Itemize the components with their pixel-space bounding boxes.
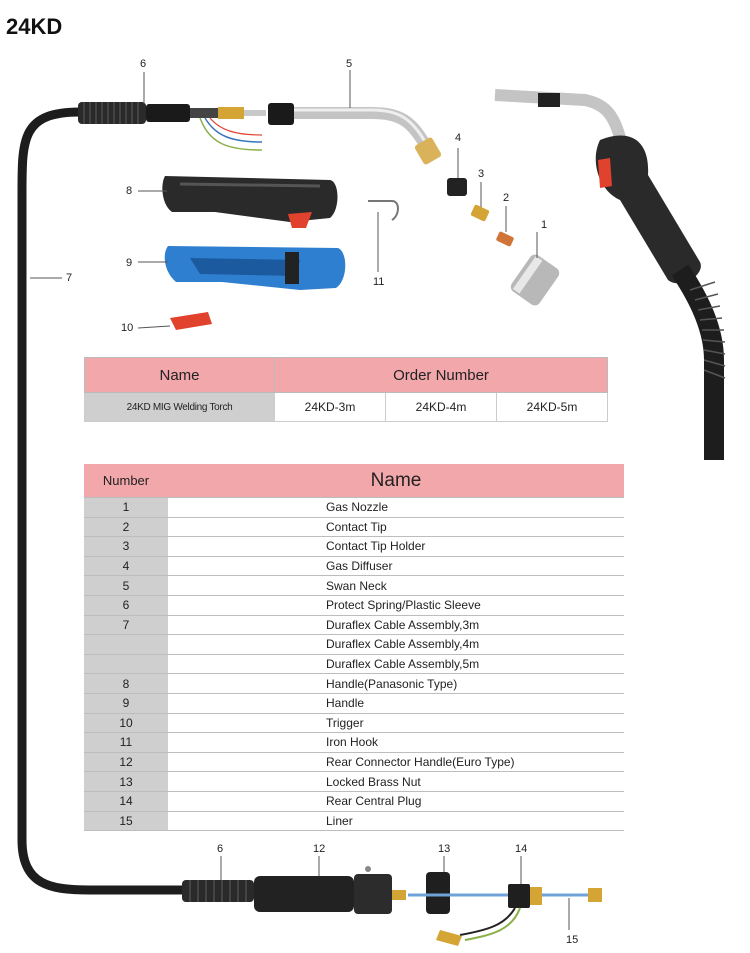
table-row <box>84 752 624 772</box>
callout-8: 8 <box>126 185 133 197</box>
order-model-name: 24KD MIG Welding Torch <box>85 393 275 422</box>
part-number: 9 <box>84 693 168 713</box>
part-name: Gas Nozzle <box>168 498 624 518</box>
callout-14: 14 <box>515 843 528 855</box>
table-row <box>84 693 624 713</box>
gas-diffuser-image <box>447 178 467 196</box>
handle-blue-image <box>165 246 346 290</box>
table-row <box>84 498 624 518</box>
trigger-image <box>170 312 212 330</box>
table-row <box>84 791 624 811</box>
part-number: 2 <box>84 517 168 537</box>
part-name: Handle(Panasonic Type) <box>168 674 624 694</box>
iron-hook-image <box>368 201 398 220</box>
table-row <box>84 595 624 615</box>
part-number: 12 <box>84 752 168 772</box>
table-row <box>84 811 624 831</box>
callout-4: 4 <box>455 132 462 144</box>
part-name: Swan Neck <box>168 576 624 596</box>
part-name: Gas Diffuser <box>168 556 624 576</box>
parts-header-number: Number <box>84 464 168 498</box>
part-number: 1 <box>84 498 168 518</box>
table-row <box>84 654 624 674</box>
order-table-header <box>85 358 608 393</box>
page-title: 24KD <box>6 14 63 39</box>
part-name: Duraflex Cable Assembly,5m <box>168 654 624 674</box>
callout-15: 15 <box>566 934 579 946</box>
part-number: 13 <box>84 772 168 792</box>
swan-neck-image <box>268 103 442 166</box>
part-number: 15 <box>84 811 168 831</box>
rear-connector-handle-image <box>254 866 406 914</box>
table-row <box>84 537 624 557</box>
part-name: Duraflex Cable Assembly,4m <box>168 635 624 655</box>
part-number: 4 <box>84 556 168 576</box>
callout-10: 10 <box>121 322 134 334</box>
part-name: Rear Connector Handle(Euro Type) <box>168 752 624 772</box>
part-number: 8 <box>84 674 168 694</box>
part-number: 5 <box>84 576 168 596</box>
order-table <box>84 357 608 422</box>
parts-header-name: Name <box>168 464 624 498</box>
callout-6-rear: 6 <box>217 843 224 855</box>
table-row <box>84 635 624 655</box>
callout-3: 3 <box>478 168 485 180</box>
order-table-row <box>85 393 608 422</box>
handle-black-image <box>162 176 337 228</box>
part-name: Handle <box>168 693 624 713</box>
table-row <box>84 733 624 753</box>
callout-9: 9 <box>126 257 133 269</box>
part-number: 7 <box>84 615 168 635</box>
part-number: 3 <box>84 537 168 557</box>
locked-brass-nut-image <box>426 872 450 914</box>
part-name: Rear Central Plug <box>168 791 624 811</box>
table-row <box>84 576 624 596</box>
parts-table <box>84 464 624 831</box>
part-name: Trigger <box>168 713 624 733</box>
callout-2: 2 <box>503 192 510 204</box>
part-number <box>84 635 168 655</box>
order-header-order-number: Order Number <box>275 358 608 393</box>
table-row <box>84 772 624 792</box>
table-row <box>84 615 624 635</box>
gas-nozzle-image <box>508 252 561 308</box>
rear-spring-image <box>182 880 254 902</box>
order-header-name: Name <box>85 358 275 393</box>
order-number-5m: 24KD-5m <box>497 393 608 422</box>
order-number-3m: 24KD-3m <box>275 393 386 422</box>
callout-11: 11 <box>373 276 385 288</box>
parts-table-body <box>84 498 624 831</box>
callout-13: 13 <box>438 843 451 855</box>
callout-1: 1 <box>541 219 548 231</box>
part-name: Duraflex Cable Assembly,3m <box>168 615 624 635</box>
callout-7: 7 <box>66 272 73 284</box>
table-row <box>84 517 624 537</box>
part-number: 10 <box>84 713 168 733</box>
part-number: 11 <box>84 733 168 753</box>
contact-tip-image <box>496 231 515 247</box>
part-name: Liner <box>168 811 624 831</box>
contact-tip-holder-image <box>470 204 490 222</box>
callout-6: 6 <box>140 58 147 70</box>
table-row <box>84 674 624 694</box>
part-name: Contact Tip <box>168 517 624 537</box>
part-name: Locked Brass Nut <box>168 772 624 792</box>
part-name: Contact Tip Holder <box>168 537 624 557</box>
part-number: 14 <box>84 791 168 811</box>
callout-5: 5 <box>346 58 353 70</box>
front-spring-image <box>78 102 266 150</box>
order-number-4m: 24KD-4m <box>386 393 497 422</box>
part-number <box>84 654 168 674</box>
callout-12: 12 <box>313 843 326 855</box>
part-name: Iron Hook <box>168 733 624 753</box>
table-row <box>84 556 624 576</box>
parts-table-header <box>84 464 624 498</box>
part-number: 6 <box>84 595 168 615</box>
part-name: Protect Spring/Plastic Sleeve <box>168 595 624 615</box>
table-row <box>84 713 624 733</box>
